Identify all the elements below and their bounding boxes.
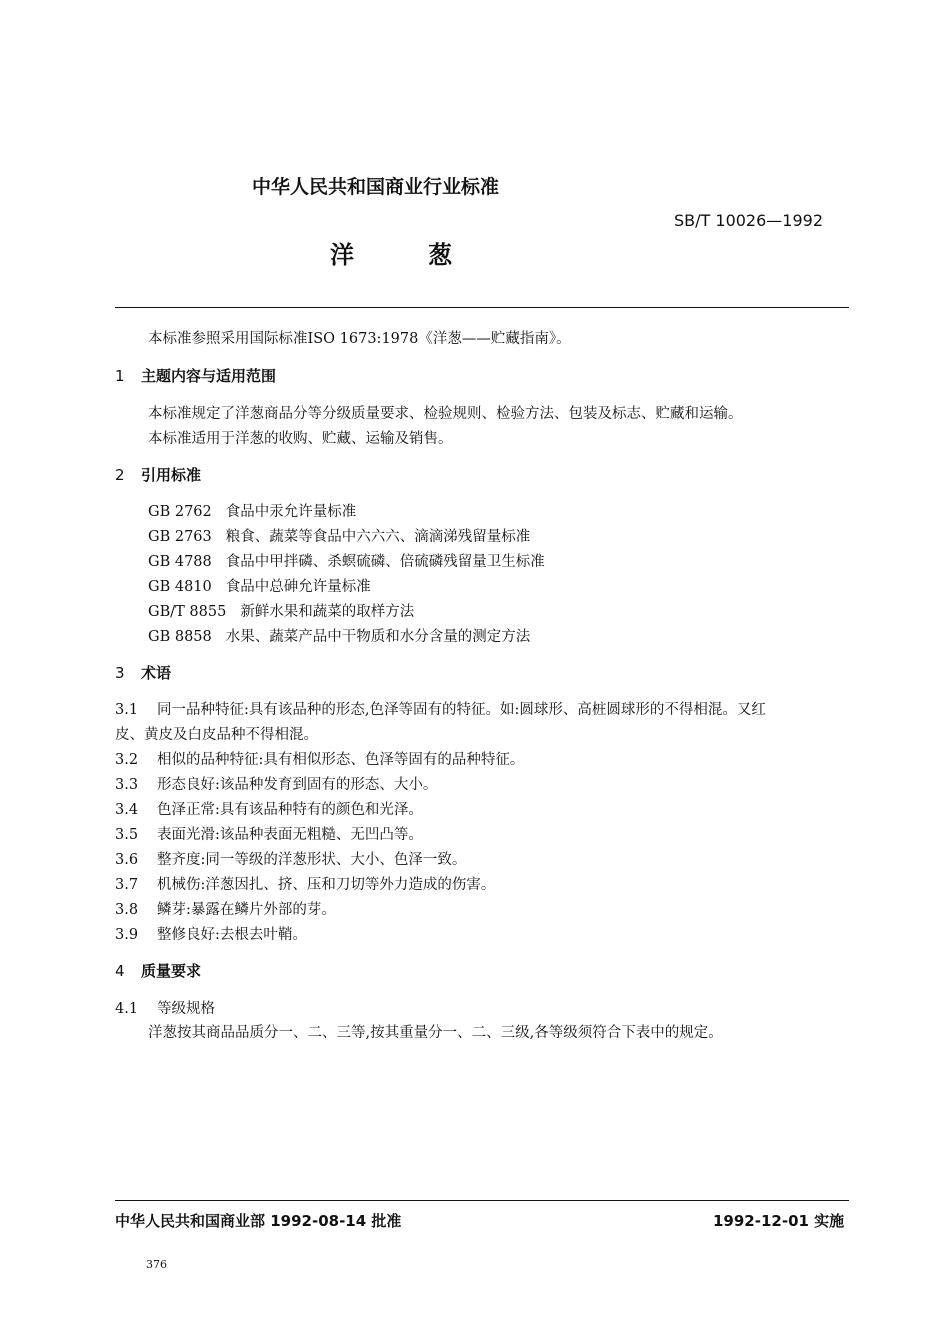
section-1-paragraph-1: 本标准规定了洋葱商品分等分级质量要求、检验规则、检验方法、包装及标志、贮藏和运输。 (148, 406, 743, 422)
term-number: 3.9 (115, 927, 139, 943)
term-number: 3.3 (115, 777, 139, 793)
term-number: 3.1 (115, 702, 139, 718)
reference-code: GB/T 8855 (148, 604, 227, 620)
section-2-number: 2 (115, 466, 125, 484)
term-number: 3.2 (115, 752, 139, 768)
term-continuation: 皮、黄皮及白皮品种不得相混。 (115, 727, 318, 743)
term-item (115, 923, 307, 944)
subsection-4-1-heading (115, 997, 215, 1018)
term-text: 同一品种特征:具有该品种的形态,色泽等固有的特征。如:圆球形、高桩圆球形的不得相混。又红 (157, 702, 766, 718)
section-2-title: 引用标准 (141, 466, 202, 484)
section-3-number: 3 (115, 664, 125, 682)
section-1-heading (115, 365, 276, 386)
effective-date: 1992-12-01 实施 (713, 1212, 845, 1230)
reference-code: GB 8858 (148, 629, 212, 645)
reference-item (148, 625, 530, 646)
term-text: 形态良好:该品种发育到固有的形态、大小。 (157, 777, 438, 793)
term-item (115, 898, 336, 919)
page-number: 376 (146, 1258, 167, 1271)
section-4-title: 质量要求 (141, 962, 202, 980)
section-1-title: 主题内容与适用范围 (141, 367, 277, 385)
term-text: 整修良好:去根去叶鞘。 (157, 927, 307, 943)
section-1-paragraph-2: 本标准适用于洋葱的收购、贮藏、运输及销售。 (148, 431, 453, 447)
term-number: 3.6 (115, 852, 139, 868)
reference-item (148, 525, 530, 546)
document-title-char-2: 葱 (428, 241, 452, 269)
approval-statement: 中华人民共和国商业部 1992-08-14 批准 (115, 1212, 402, 1230)
term-item (115, 698, 766, 719)
reference-item (148, 500, 356, 521)
section-3-title: 术语 (141, 664, 172, 682)
section-4-paragraph: 洋葱按其商品品质分一、二、三等,按其重量分一、二、三级,各等级须符合下表中的规定。 (148, 1025, 723, 1041)
reference-title: 食品中汞允许量标准 (225, 504, 357, 520)
reference-title: 粮食、蔬菜等食品中六六六、滴滴涕残留量标准 (225, 529, 531, 545)
term-number: 3.4 (115, 802, 139, 818)
term-item (115, 823, 423, 844)
intro-paragraph: 本标准参照采用国际标准ISO 1673:1978《洋葱——贮藏指南》。 (148, 331, 571, 347)
section-4-number: 4 (115, 962, 125, 980)
reference-code: GB 2763 (148, 529, 212, 545)
term-number: 3.7 (115, 877, 139, 893)
subsection-number: 4.1 (115, 1001, 139, 1017)
term-text: 相似的品种特征:具有相似形态、色泽等固有的品种特征。 (157, 752, 525, 768)
term-item (115, 748, 524, 769)
document-title-char-1: 洋 (330, 241, 354, 269)
footer-rule (115, 1200, 849, 1201)
term-item (115, 848, 466, 869)
term-text: 整齐度:同一等级的洋葱形状、大小、色泽一致。 (157, 852, 467, 868)
reference-title: 食品中甲拌磷、杀螟硫磷、倍硫磷残留量卫生标准 (225, 554, 545, 570)
section-4-heading (115, 960, 201, 981)
section-1-number: 1 (115, 367, 125, 385)
reference-title: 食品中总砷允许量标准 (225, 579, 371, 595)
reference-item (148, 575, 371, 596)
term-text: 表面光滑:该品种表面无粗糙、无凹凸等。 (157, 827, 423, 843)
term-text: 鳞芽:暴露在鳞片外部的芽。 (157, 902, 336, 918)
issuing-org-title: 中华人民共和国商业行业标准 (252, 176, 500, 198)
reference-title: 水果、蔬菜产品中干物质和水分含量的测定方法 (225, 629, 531, 645)
reference-code: GB 2762 (148, 504, 212, 520)
term-text: 机械伤:洋葱因扎、挤、压和刀切等外力造成的伤害。 (157, 877, 496, 893)
reference-code: GB 4788 (148, 554, 212, 570)
subsection-title: 等级规格 (157, 1001, 215, 1017)
header-rule (115, 307, 849, 308)
term-item (115, 798, 423, 819)
reference-item (148, 550, 545, 571)
reference-code: GB 4810 (148, 579, 212, 595)
reference-title: 新鲜水果和蔬菜的取样方法 (240, 604, 415, 620)
section-3-heading (115, 662, 171, 683)
term-number: 3.5 (115, 827, 139, 843)
term-text: 色泽正常:具有该品种特有的颜色和光泽。 (157, 802, 423, 818)
standard-code: SB/T 10026—1992 (674, 211, 823, 230)
reference-item (148, 600, 414, 621)
term-item (115, 773, 437, 794)
term-item (115, 873, 495, 894)
term-number: 3.8 (115, 902, 139, 918)
section-2-heading (115, 464, 201, 485)
